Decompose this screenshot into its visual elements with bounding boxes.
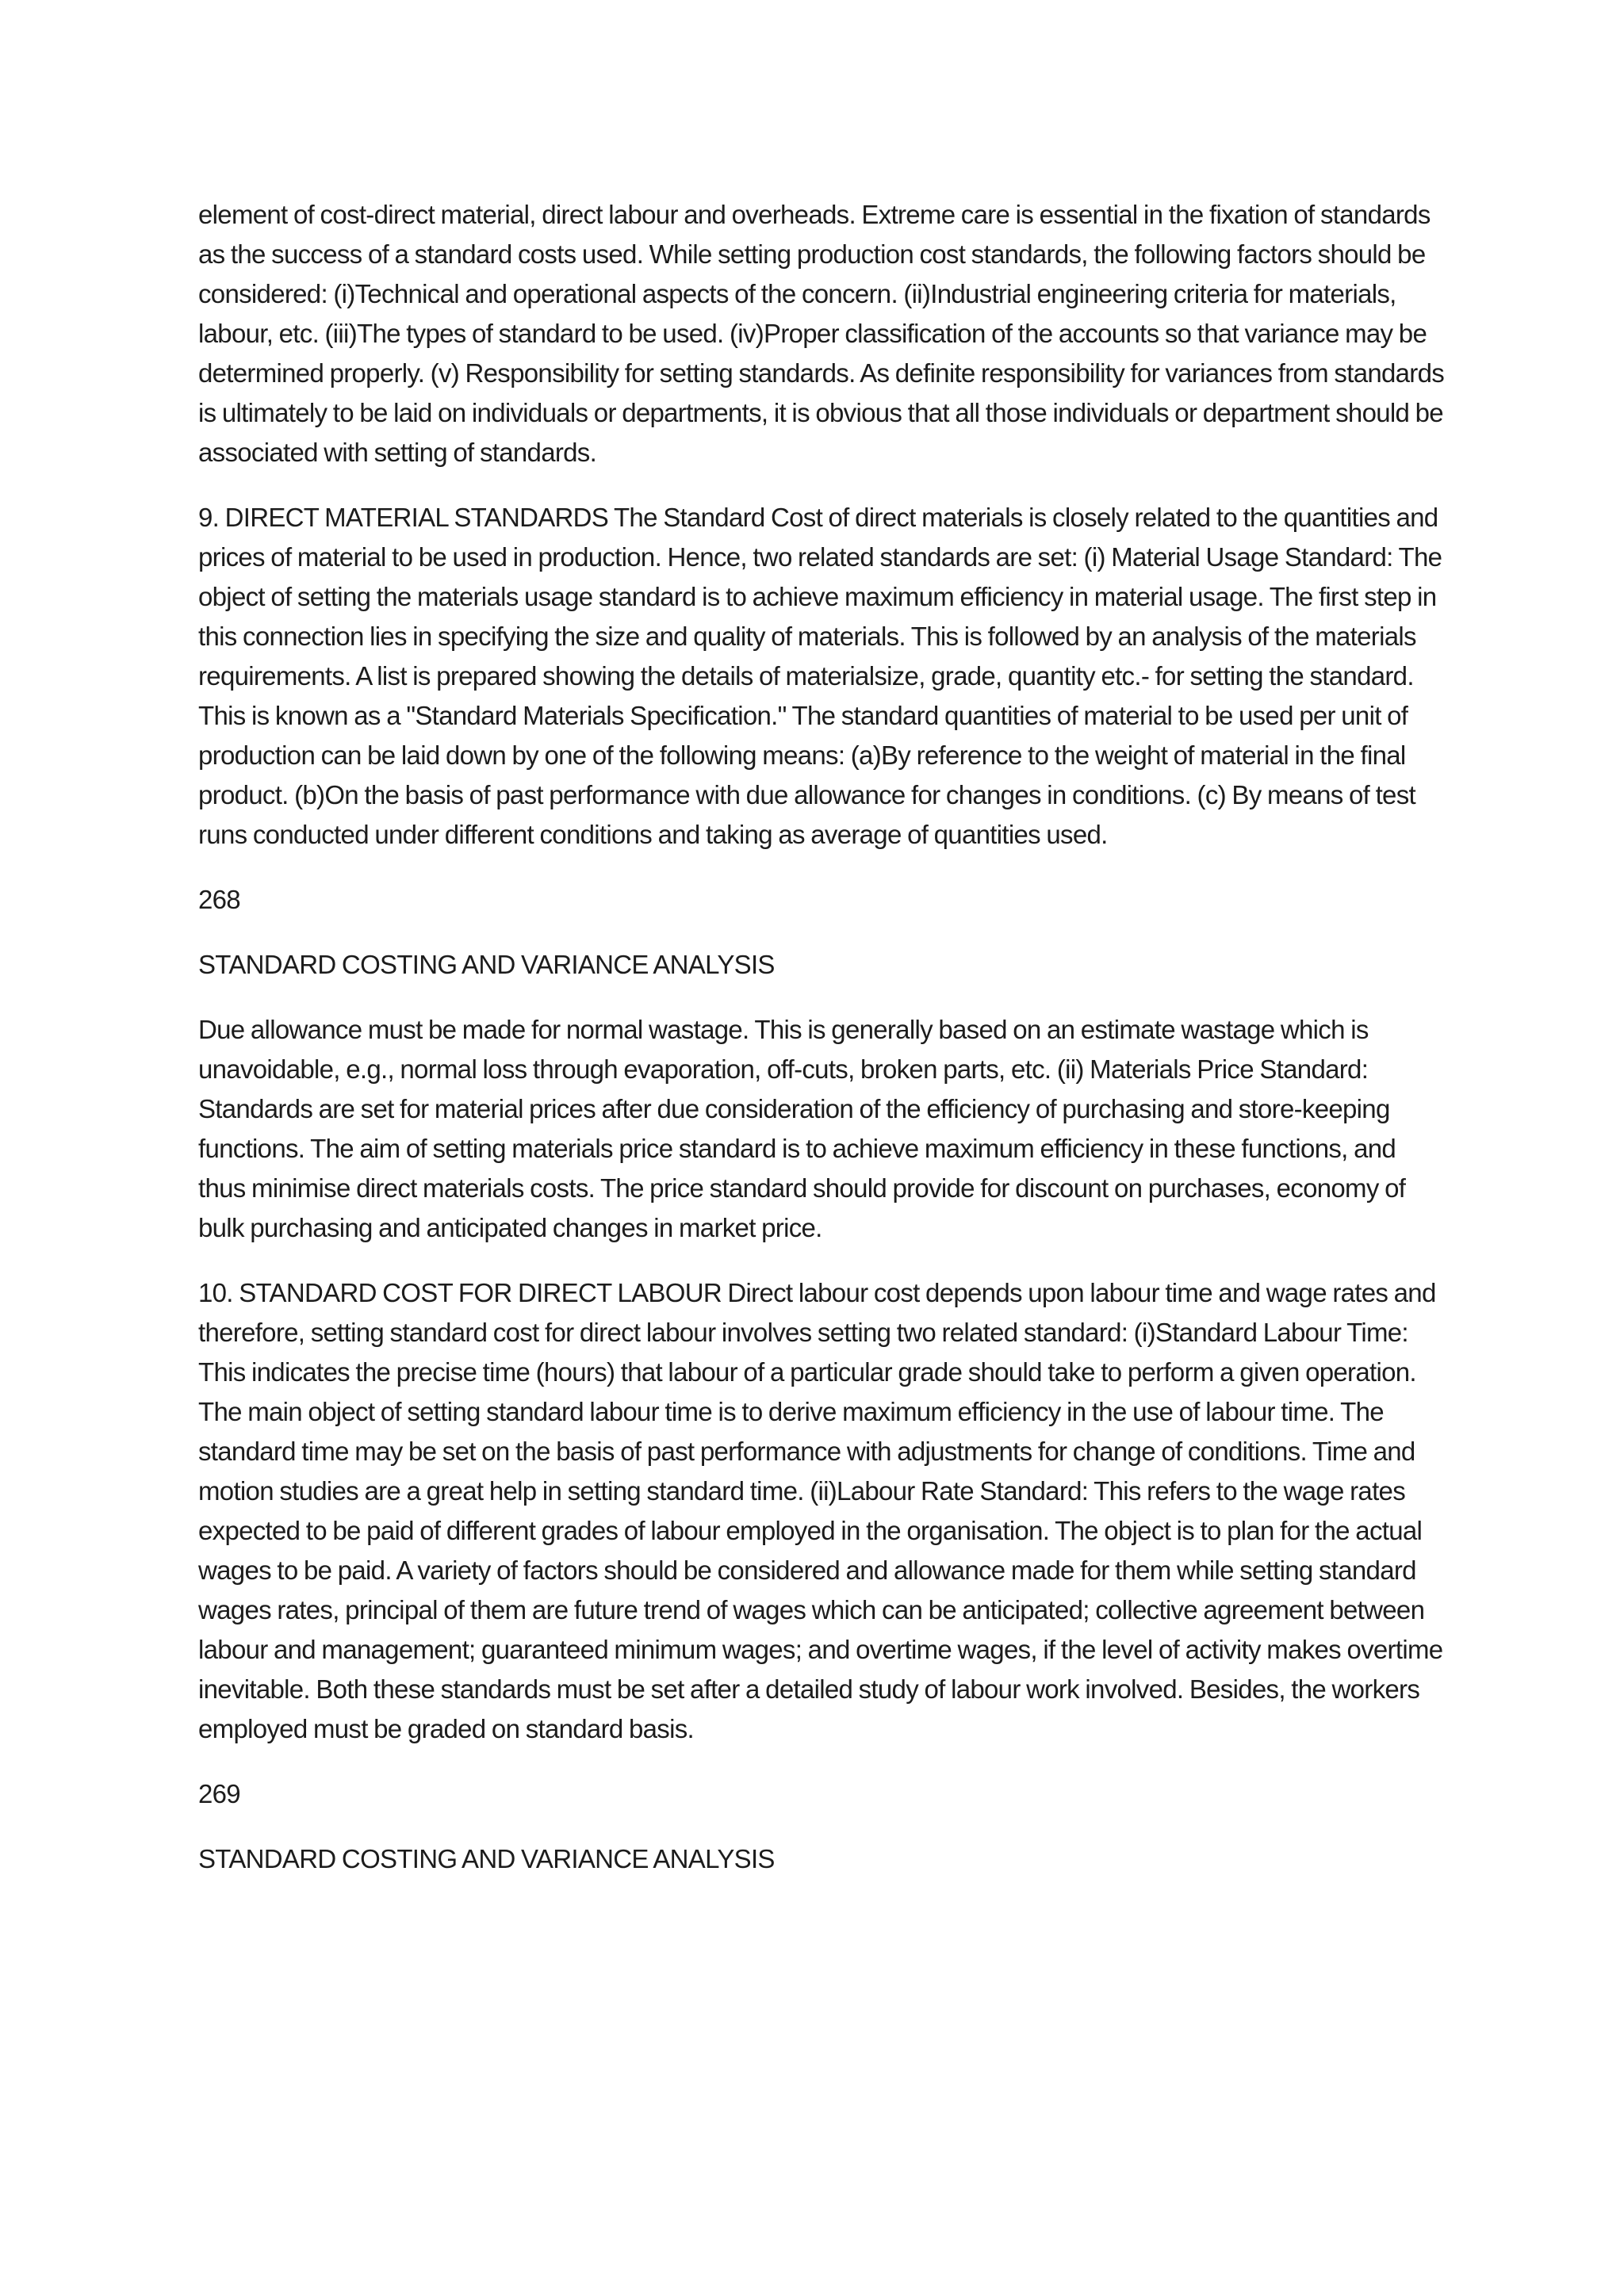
page-number: 268 (198, 885, 240, 914)
running-head: STANDARD COSTING AND VARIANCE ANALYSIS (198, 1844, 775, 1873)
running-head: STANDARD COSTING AND VARIANCE ANALYSIS (198, 950, 775, 979)
paragraph-materials-price-standard: Due allowance must be made for normal wastage. This is generally based on an estimate wastage which is unavoidable, e.g., normal loss through evaporation, off-cuts, broken parts, etc. (ii) Materials Price Standard: Standards are set for material prices after due consideration of the efficiency of purchasing and store-keeping functions. The aim of setting materials price standard is to achieve maximum efficiency in these functions, and thus minimise direct materials costs. The price standard should provide for discount on purchases, economy of bulk purchasing and anticipated changes in market price. (198, 1015, 1406, 1242)
paragraph-standards-fixation: element of cost-direct material, direct labour and overheads. Extreme care is essential in the fixation of standards as the success of a standard costs used. While setting production cost standards, the following factors should be considered: (i)Technical and operational aspects of the concern. (ii)Industrial engineering criteria for materials, labour, etc. (iii)The types of standard to be used. (iv)Proper classification of the accounts so that variance may be determined properly. (v) Responsibility for setting standards. As definite responsibility for variances from standards is ultimately to be laid on individuals or departments, it is obvious that all those individuals or department should be associated with setting of standards. (198, 200, 1445, 467)
document-page (198, 195, 1445, 1904)
paragraph-direct-material-standards: 9. DIRECT MATERIAL STANDARDS The Standard Cost of direct materials is closely related to the quantities and prices of material to be used in production. Hence, two related standards are set: (i) Material Usage Standard: The object of setting the materials usage standard is to achieve maximum efficiency in material usage. The first step in this connection lies in specifying the size and quality of materials. This is followed by an analysis of the materials requirements. A list is prepared showing the details of materialsize, grade, quantity etc.- for setting the standard. This is known as a "Standard Materials Specification." The standard quantities of material to be used per unit of production can be laid down by one of the following means: (a)By reference to the weight of material in the final product. (b)On the basis of past performance with due allowance for changes in conditions. (c) By means of test runs conducted under different conditions and taking as average of quantities used. (198, 503, 1442, 849)
page-number: 269 (198, 1779, 240, 1808)
paragraph-direct-labour-standards: 10. STANDARD COST FOR DIRECT LABOUR Direct labour cost depends upon labour time and wage rates and therefore, setting standard cost for direct labour involves setting two related standard: (i)Standard Labour Time: This indicates the precise time (hours) that labour of a particular grade should take to perform a given operation. The main object of setting standard labour time is to derive maximum efficiency in the use of labour time. The standard time may be set on the basis of past performance with adjustments for change of conditions. Time and motion studies are a great help in setting standard time. (ii)Labour Rate Standard: This refers to the wage rates expected to be paid of different grades of labour employed in the organisation. The object is to plan for the actual wages to be paid. A variety of factors should be considered and allowance made for them while setting standard wages rates, principal of them are future trend of wages which can be anticipated; collective agreement between labour and management; guaranteed minimum wages; and overtime wages, if the level of activity makes overtime inevitable. Both these standards must be set after a detailed study of labour work involved. Besides, the workers employed must be graded on standard basis. (198, 1278, 1443, 1743)
